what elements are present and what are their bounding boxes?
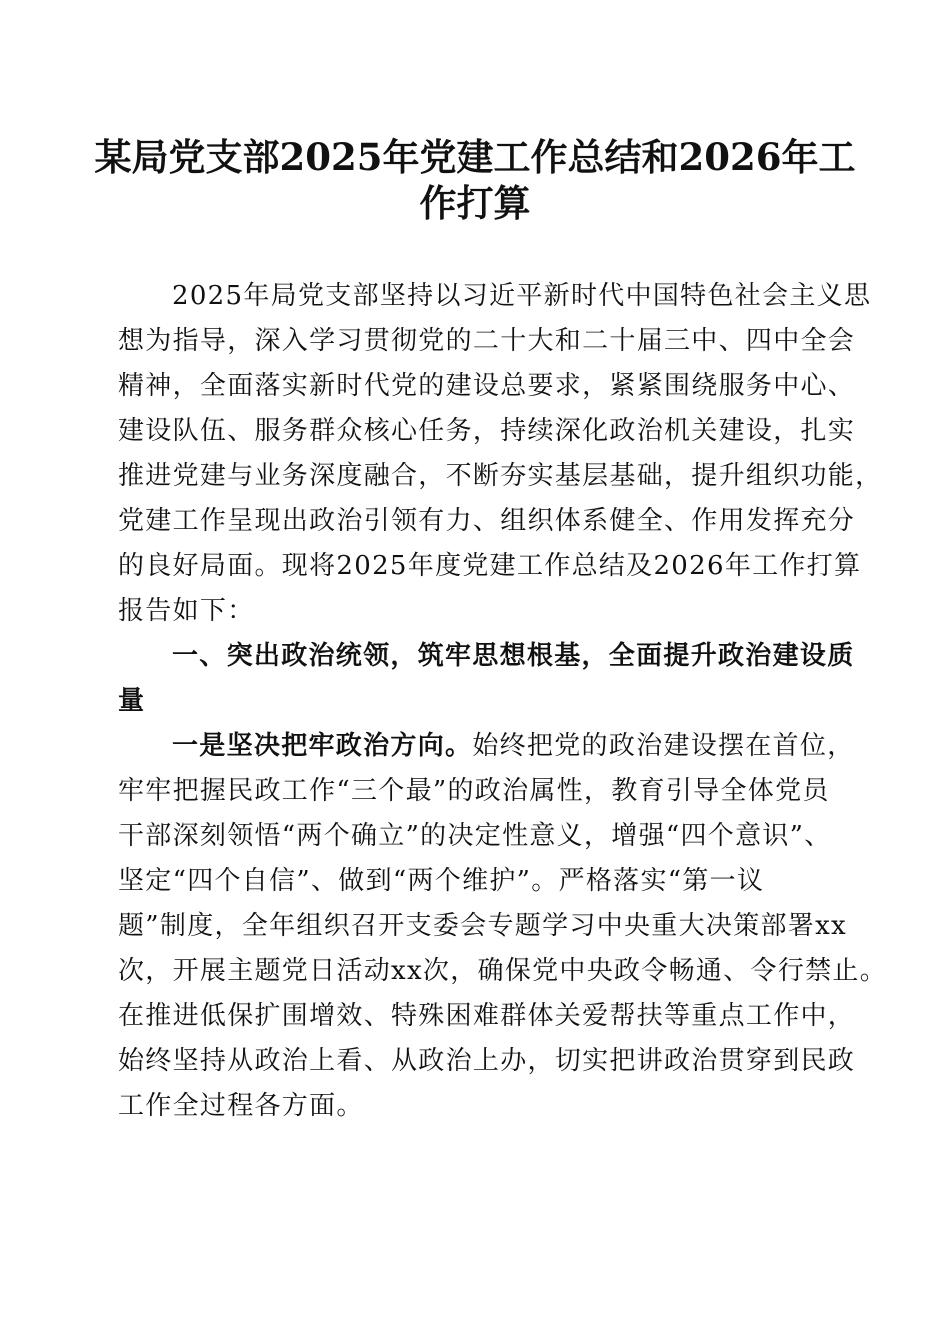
text-line: 的良好局面。现将2025年度党建工作总结及2026年工作打算	[118, 551, 862, 581]
intro-paragraph	[118, 274, 883, 634]
paragraph-political-direction	[118, 724, 888, 1129]
text-line: 工作全过程各方面。	[118, 1091, 364, 1121]
heading-line: 量	[118, 686, 146, 716]
text-line: 报告如下：	[118, 596, 255, 626]
text-line: 坚定“四个自信”、做到“两个维护”。严格落实“第一议	[118, 866, 765, 896]
section-heading	[118, 634, 855, 724]
title-line: 作打算	[419, 181, 531, 225]
title-line: 某局党支部2025年党建工作总结和2026年工	[94, 135, 856, 179]
document-body	[118, 274, 888, 1129]
document-title	[0, 134, 950, 226]
text-line: 建设队伍、服务群众核心任务，持续深化政治机关建设，扎实	[118, 416, 856, 446]
text-line: 在推进低保扩围增效、特殊困难群体关爱帮扶等重点工作中，	[118, 1001, 856, 1031]
text-line: 牢牢把握民政工作“三个最”的政治属性，教育引导全体党员	[118, 776, 830, 806]
text-line: 推进党建与业务深度融合，不断夯实基层基础，提升组织功能，	[118, 461, 883, 491]
text-line: 题”制度，全年组织召开支委会专题学习中央重大决策部署xx	[118, 911, 848, 941]
paragraph-lead: 一是坚决把牢政治方向。	[172, 731, 473, 761]
text-line: 始终坚持从政治上看、从政治上办，切实把讲政治贯穿到民政	[118, 1046, 856, 1076]
text-line	[118, 724, 855, 769]
text-line: 干部深刻领悟“两个确立”的决定性意义，增强“四个意识”、	[118, 821, 832, 851]
text-line: 2025年局党支部坚持以习近平新时代中国特色社会主义思	[172, 281, 872, 311]
text-span: 始终把党的政治建设摆在首位，	[472, 731, 855, 761]
text-line: 次，开展主题党日活动xx次，确保党中央政令畅通、令行禁止。	[118, 956, 888, 986]
text-line: 精神，全面落实新时代党的建设总要求，紧紧围绕服务中心、	[118, 371, 856, 401]
text-line: 党建工作呈现出政治引领有力、组织体系健全、作用发挥充分	[118, 506, 856, 536]
text-line: 想为指导，深入学习贯彻党的二十大和二十届三中、四中全会	[118, 326, 856, 356]
heading-line: 一、突出政治统领，筑牢思想根基，全面提升政治建设质	[172, 641, 855, 671]
